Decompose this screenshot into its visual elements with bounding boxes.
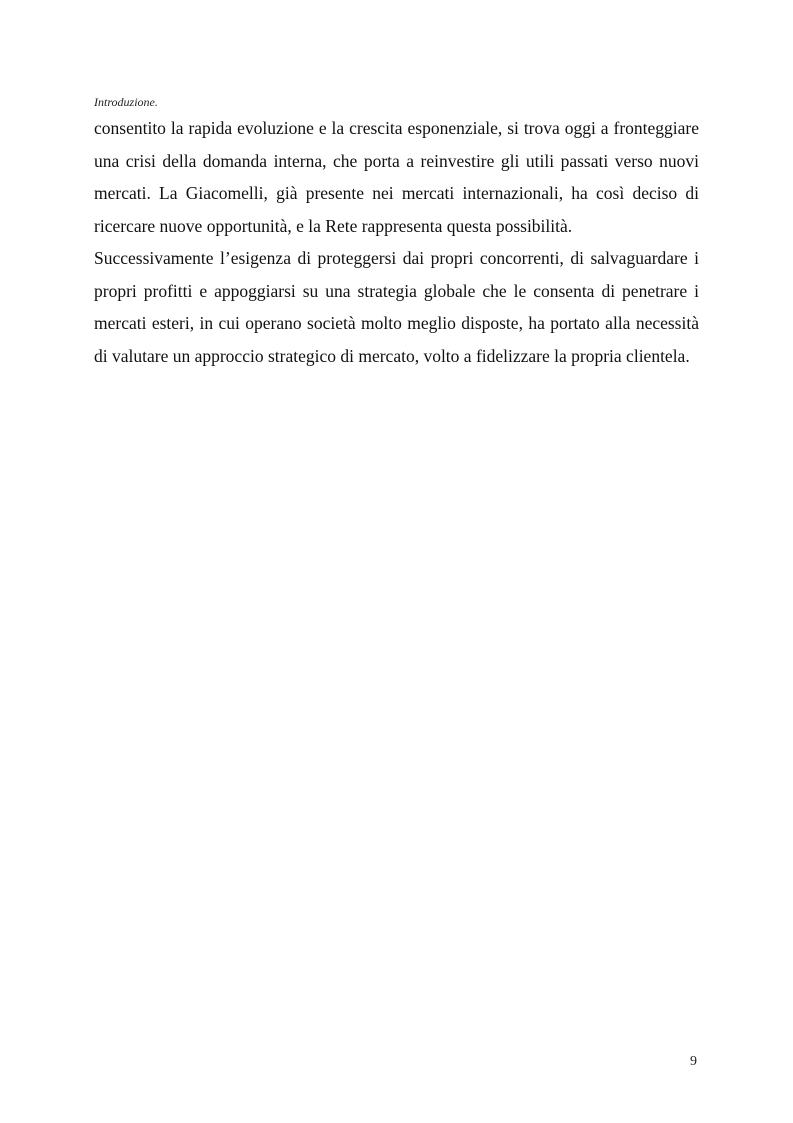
body-text bbox=[94, 112, 699, 372]
paragraph: Successivamente l’esigenza di proteggersi dai propri concorrenti, di salvaguardare i propri profitti e appoggiarsi su una strategia globale che le consenta di penetrare i mercati esteri, in cui operano società molto meglio disposte, ha portato alla necessità di valutare un approccio strategico di mercato, volto a fidelizzare la propria clientela. bbox=[94, 248, 699, 366]
page-number: 9 bbox=[690, 1054, 697, 1069]
running-header-title: Introduzione. bbox=[94, 95, 158, 109]
paragraph: consentito la rapida evoluzione e la crescita esponenziale, si trova oggi a fronteggiare una crisi della domanda interna, che porta a reinvestire gli utili passati verso nuovi mercati. La Giacomelli, già presente nei mercati internazionali, ha così deciso di ricercare nuove opportunità, e la Rete rappresenta questa possibilità. bbox=[94, 118, 699, 236]
